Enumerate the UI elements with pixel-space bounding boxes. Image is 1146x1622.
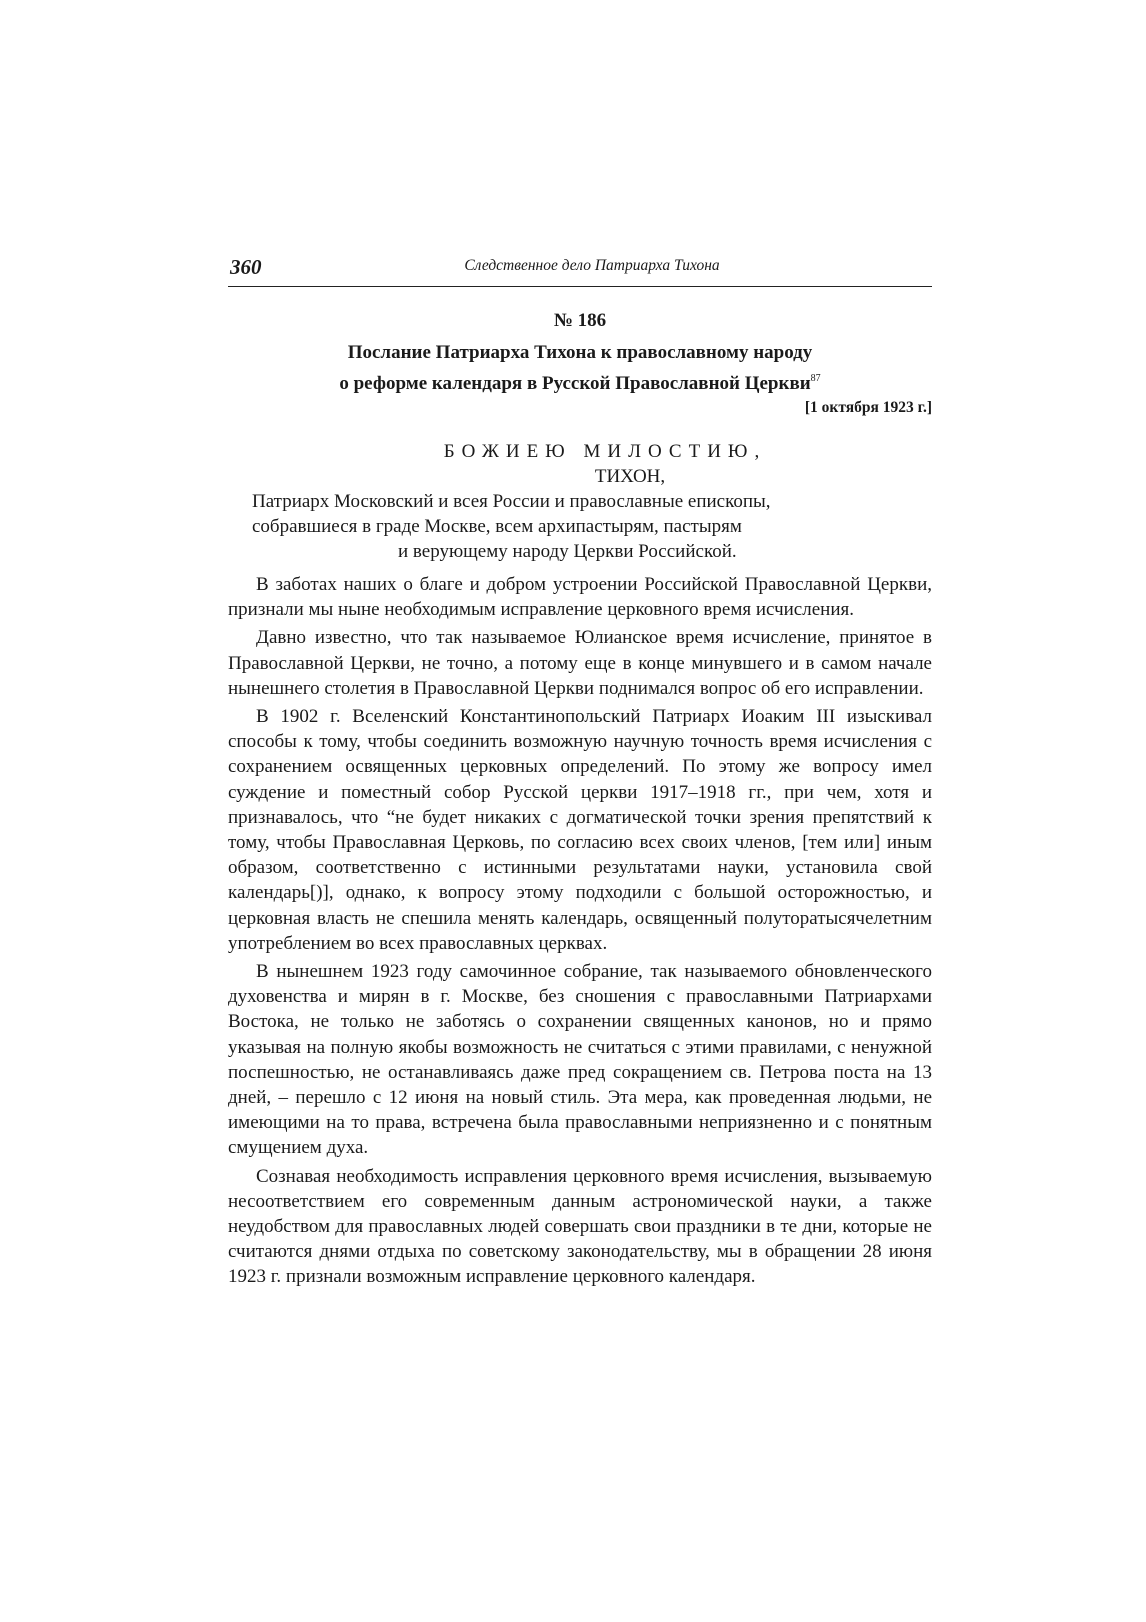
address-line-2: собравшиеся в граде Москве, всем архипастырям, пастырям — [252, 516, 742, 537]
document-title-line-2-text: о реформе календаря в Русской Православной Церкви — [339, 373, 811, 394]
salutation-by-grace: БОЖИЕЮ МИЛОСТИЮ, — [443, 441, 767, 462]
document-date: [1 октября 1923 г.] — [804, 399, 932, 416]
paragraph-4: В нынешнем 1923 году самочинное собрание, так называемого обновленческого духовенства и мирян в г. Москве, без сношения с православными Патриархами Востока, не только не заботясь о сохранении священных канонов, но и прямо указывая на полную якобы возможность не считаться с этими правилами, с ненужной поспешностью, не останавливаясь даже пред сокращением св. Петрова поста на 13 дней, – перешло с 12 июня на новый стиль. Эта мера, как проведенная людьми, не имеющими на то права, встречена была православными неприязненно и с понятным смущением духа. — [228, 961, 932, 1159]
salutation-name: ТИХОН, — [594, 466, 666, 487]
paragraph-3: В 1902 г. Вселенский Константинопольский Патриарх Иоаким III изыскивал способы к тому, чтобы соединить возможную научную точность время исчисления с сохранением освященных церковных определений. По этому же вопросу имел суждение и поместный собор Русской церкви 1917–1918 гг., при чем, хотя и признавалось, что “не будет никаких с догматической точки зрения препятствий к тому, чтобы Православная Церковь, по согласию всех своих членов, [тем или] иным образом, соответственно с истинными результатами науки, установила свой календарь[)], однако, к вопросу этому подходили с большой осторожностью, и церковная власть не спешила менять календарь, освященный полуторатысячелетним употреблением во всех православных церквах. — [228, 706, 932, 954]
page-header — [228, 252, 932, 287]
document-title-line-2 — [228, 366, 932, 397]
address-line-3: и верующему народу Церкви Российской. — [398, 541, 737, 562]
document-title-line-1: Послание Патриарха Тихона к православному народу — [347, 342, 813, 363]
document-number: № 186 — [553, 310, 607, 331]
paragraph-1: В заботах наших о благе и добром устроении Российской Православной Церкви, признали мы ныне необходимым исправление церковного время исчисления. — [228, 574, 932, 621]
document-body — [228, 572, 932, 1293]
running-title: Следственное дело Патриарха Тихона — [464, 257, 720, 274]
document-title — [228, 340, 932, 397]
address-line-1: Патриарх Московский и всея России и православные епископы, — [252, 491, 771, 512]
page-number: 360 — [230, 255, 262, 279]
paragraph-2: Давно известно, что так называемое Юлианское время исчисление, принятое в Православной Церкви, не точно, а потому еще в конце минувшего и в самом начале нынешнего столетия в Православной Церкви поднимался вопрос об его исправлении. — [228, 627, 932, 699]
paragraph-5: Сознавая необходимость исправления церковного время исчисления, вызываемую несоответствием его современным данным астрономической науки, а также неудобством для православных людей совершать свои праздники в те дни, которые не считаются днями отдыха по советскому законодательству, мы в обращении 28 июня 1923 г. признали возможным исправление церковного календаря. — [228, 1165, 932, 1288]
footnote-reference[interactable]: 87 — [810, 373, 821, 384]
